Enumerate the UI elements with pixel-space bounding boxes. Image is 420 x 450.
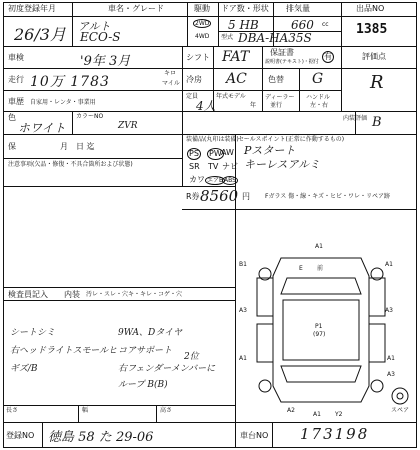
lot-number: 1385 — [356, 22, 388, 37]
divider — [262, 68, 263, 90]
front-label: 前 — [317, 265, 324, 272]
divider — [262, 90, 263, 111]
windshield — [281, 278, 361, 294]
divider — [3, 300, 235, 301]
first-reg-value: 26/3月 — [14, 25, 66, 44]
name-grade-label: 車名・グレード — [108, 4, 164, 13]
inspector-remark: シートシミ — [10, 328, 56, 338]
drive-label: 駆動 — [194, 4, 210, 13]
right-rear-wheel — [371, 380, 383, 392]
spare-tire — [392, 388, 408, 404]
roof — [283, 300, 359, 360]
color-label: 色 — [8, 113, 16, 122]
car-name: アルト — [78, 20, 111, 33]
divider — [182, 90, 183, 111]
damage-mark: Y2 — [335, 411, 343, 418]
inspection-value: '9年 3月 — [80, 54, 131, 69]
mileage-label: 走行 — [8, 75, 24, 84]
divider — [341, 111, 417, 112]
equipment-item: エアB — [207, 177, 224, 184]
score-value: R — [370, 72, 384, 93]
damage-mark: A2 — [287, 407, 295, 414]
divider — [182, 111, 183, 186]
divider — [3, 186, 182, 187]
handle-sub: 左・右 — [310, 102, 329, 109]
divider — [72, 2, 73, 46]
right-rear-door — [369, 324, 385, 362]
inspector-extra: 9WA、Dタイヤ — [118, 328, 183, 338]
inspector-extra: コアサポート — [118, 346, 173, 356]
chassis-label: 車台NO — [240, 431, 269, 440]
doors-shape-value: 5 HB — [228, 18, 259, 32]
model-value: DBA-HA35S — [238, 31, 312, 45]
lot-label: 出品NO — [356, 4, 385, 13]
doors-shape-label: ドア数・形状 — [221, 4, 269, 13]
divider — [3, 16, 417, 17]
displacement-value: 660 — [291, 18, 314, 32]
ac-label: 冷房 — [186, 75, 202, 84]
model-label: 型式 — [221, 34, 234, 41]
model-change-label: 年式モデル — [216, 93, 246, 100]
inspector-remark: 右ヘッドライトスモールヒ — [10, 346, 118, 356]
right-front-door — [369, 278, 385, 316]
length-label: 長さ — [6, 407, 19, 414]
date-prefix: 保 — [8, 142, 16, 151]
divider — [3, 405, 235, 406]
warranty-mark: 有 — [324, 52, 332, 61]
divider — [262, 46, 263, 68]
displacement-label: 排気量 — [286, 4, 310, 13]
equipment-item: PS — [189, 149, 199, 158]
damage-pillar: P1 — [315, 323, 323, 330]
left-front-door — [257, 278, 273, 316]
sales-points-label: セールスポイント(正常に作動するもの) — [238, 136, 345, 143]
equipment-item: AW — [221, 148, 234, 157]
sales-points: Pスタート キーレスアルミ — [244, 144, 321, 171]
model-change-year: 年 — [250, 102, 257, 109]
color-change-value: G — [312, 71, 324, 87]
damage-mark: A1 — [313, 411, 321, 418]
divider — [299, 90, 300, 111]
divider — [72, 111, 73, 134]
capacity-value: 4人 — [196, 99, 216, 113]
divider — [272, 422, 273, 448]
divider — [235, 422, 236, 448]
interior-label: 内装評価 — [343, 115, 368, 122]
divider — [341, 46, 342, 111]
equipment-item: カワ — [189, 175, 205, 184]
shift-label: シフト — [186, 53, 210, 62]
notes-label: 注意事項(欠品・修復・不具合箇所および状態) — [8, 161, 133, 168]
divider — [213, 46, 214, 68]
divider — [156, 405, 157, 422]
color-change-label: 色替 — [268, 75, 284, 84]
date-label: 月 日 迄 — [60, 142, 95, 151]
divider — [3, 287, 235, 288]
divider — [42, 422, 43, 448]
inspector-label: 検査員記入 — [8, 290, 48, 299]
inspection-label: 車検 — [8, 53, 24, 62]
dealer-label: ディーラー — [265, 94, 295, 101]
reg-no-value: 徳島 58 た 29-06 — [48, 430, 154, 445]
equipment-item: TV — [208, 162, 219, 171]
damage-mark: A1 — [387, 355, 395, 362]
car-damage-diagram — [235, 236, 415, 420]
equipment-item: ABS — [224, 177, 236, 184]
spare-tire-hub — [397, 393, 403, 399]
damage-mark: A3 — [239, 307, 247, 314]
mileage-value: 10万 1783 — [30, 74, 110, 90]
divider — [187, 2, 188, 46]
equipment-label: 装備品(丸印は装備) — [186, 136, 239, 143]
first-reg-label: 初度登録年月 — [8, 4, 56, 13]
handle-label: ハンドル — [306, 94, 331, 101]
score-label: 評価点 — [362, 52, 386, 61]
warranty-label: 保証書 — [270, 48, 294, 57]
usage-label: 車歴 — [8, 97, 24, 106]
recycle-label: R券 — [186, 192, 200, 201]
shift-value: FAT — [222, 49, 250, 65]
recycle-unit: 円 — [242, 192, 250, 201]
capacity-label: 定員 — [186, 93, 199, 100]
inspector-extra: ループ B(B) — [118, 380, 168, 390]
grade: ECO-S — [80, 30, 121, 44]
divider — [3, 158, 182, 159]
color-value: ホワイト — [18, 121, 66, 135]
divider — [182, 209, 417, 210]
glass-note: Fガラス 傷・線・キズ・ヒビ・ワレ・リペア跡 — [265, 193, 390, 200]
damage-mark: B1 — [239, 261, 247, 268]
divider — [182, 46, 183, 68]
color-no-value: ZVR — [118, 121, 138, 131]
inspector-extra: 右フェンダーメンバーに — [118, 364, 216, 374]
reg-no-label: 登録NO — [6, 431, 35, 440]
divider — [3, 68, 417, 69]
damage-mark: A3 — [387, 371, 395, 378]
displacement-unit: cc — [322, 21, 329, 28]
divider — [218, 2, 219, 46]
divider — [3, 422, 417, 423]
engine-label: E — [299, 265, 303, 272]
divider — [213, 68, 214, 90]
divider — [341, 2, 342, 46]
drive-4wd: 4WD — [195, 33, 210, 40]
damage-mark: A3 — [385, 307, 393, 314]
damage-mark: A1 — [385, 261, 393, 268]
damage-mark: A1 — [315, 243, 323, 250]
damage-pillar-sub: (97) — [313, 331, 326, 338]
spare-label: スペア — [391, 407, 410, 414]
interior-value: B — [372, 115, 382, 130]
warranty-sub: 説明書(テキスト)・据付 — [265, 59, 319, 65]
equipment-item: PW — [209, 149, 222, 158]
height-label: 高さ — [160, 407, 173, 414]
color-no-label: カラーNO — [76, 113, 104, 120]
damage-mark: A1 — [239, 355, 247, 362]
chassis-value: 173198 — [300, 425, 370, 443]
inspector-interior-items: 汚レ・スレ・穴キ・キレ・コゲ・穴 — [86, 291, 182, 298]
inspector-interior-label: 内装 — [64, 290, 80, 299]
width-label: 幅 — [82, 407, 89, 414]
mileage-unit-km: キロ — [164, 70, 177, 77]
car-body-outline — [273, 258, 369, 402]
divider — [78, 405, 79, 422]
equipment-item: SR — [189, 162, 200, 171]
inspector-note: 2位 — [184, 352, 199, 362]
ac-value: AC — [226, 71, 247, 87]
equipment-item: ナビ — [222, 162, 238, 171]
rear-window — [281, 366, 361, 382]
mileage-unit-mile: マイル — [162, 80, 180, 87]
inspector-remark: ギズ/B — [10, 364, 38, 374]
divider — [3, 46, 417, 47]
drive-2wd: 2WD — [195, 20, 210, 27]
recycle-value: 8560 — [200, 187, 239, 205]
dealer-sub: 並行 — [270, 102, 283, 109]
left-rear-door — [257, 324, 273, 362]
usage-options: 自家用・レンタ・事業用 — [30, 99, 96, 106]
left-rear-wheel — [259, 380, 271, 392]
divider — [299, 68, 300, 90]
divider — [182, 68, 183, 90]
